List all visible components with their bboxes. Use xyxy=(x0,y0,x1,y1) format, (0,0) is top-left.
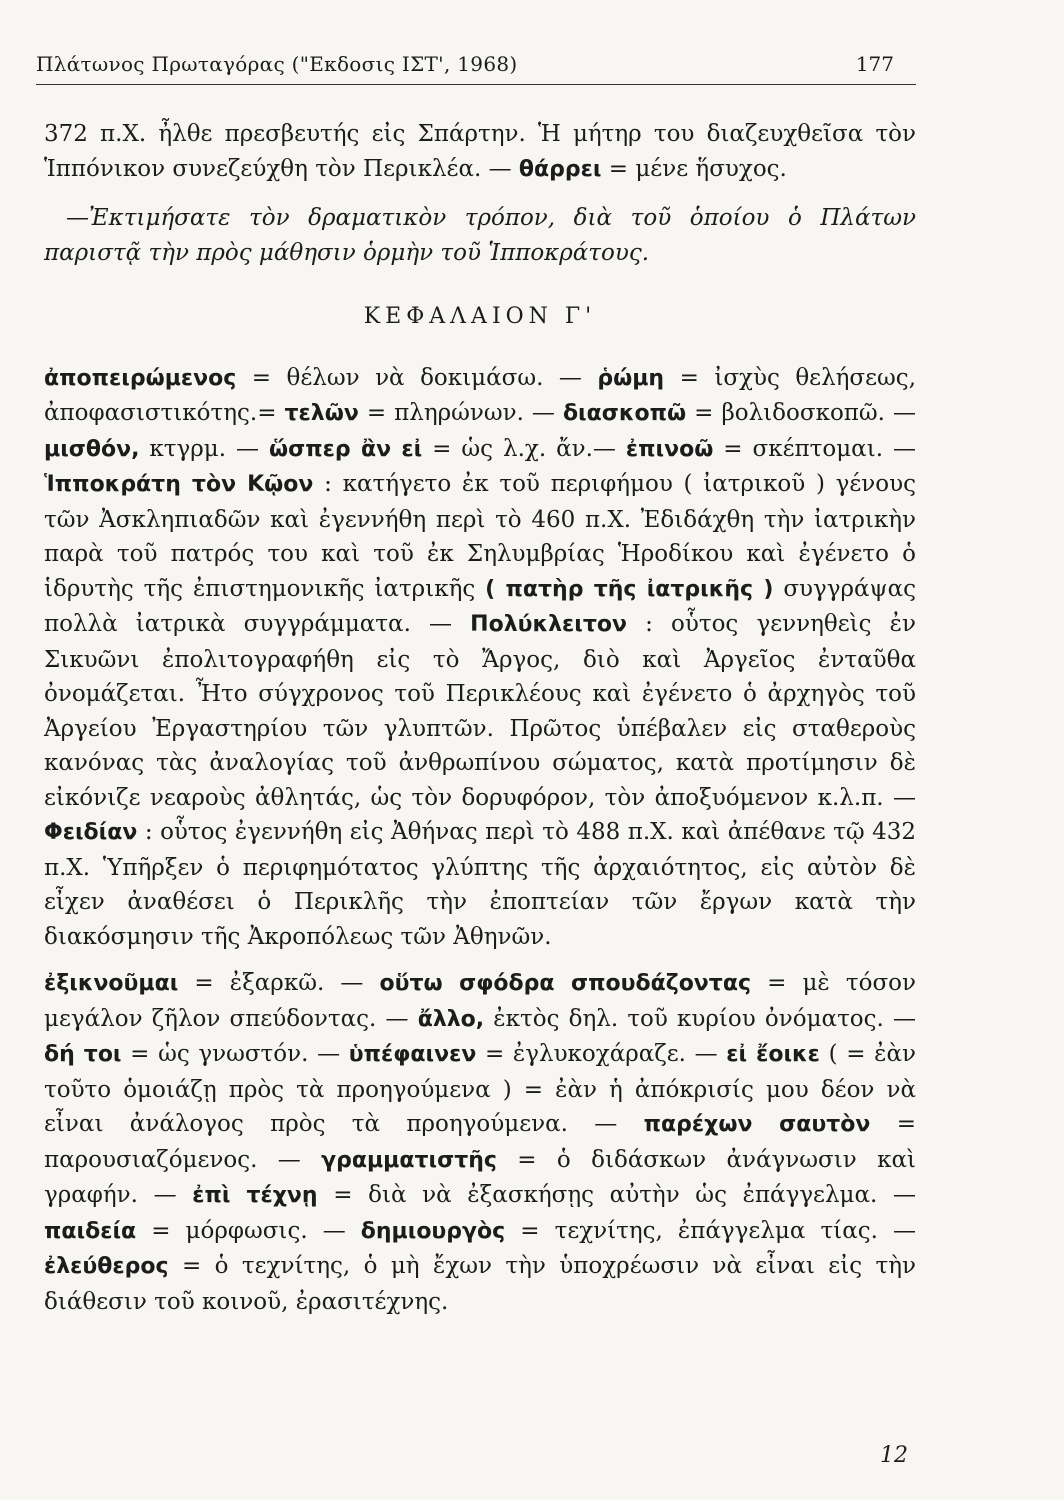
definition: = θέλων νὰ δοκιμάσω. — xyxy=(236,364,598,391)
definition: = ἐξαρκῶ. — xyxy=(178,970,380,996)
term: γραμματιστῆς xyxy=(321,1147,497,1173)
definition: ( = ἐὰν τοῦτο ὁμοιάζῃ πρὸς τὰ προηγούμενα ) = ἐὰν ἡ ἀπόκρισίς μου δέον νὰ εἶναι ἀνάλογος πρὸς τὰ προηγούμενα. — xyxy=(44,1041,916,1137)
term: διασκοπῶ xyxy=(562,401,687,426)
term: δημιουργὸς xyxy=(360,1218,506,1244)
definition: = βολιδοσκοπῶ. — xyxy=(686,400,916,426)
page-number: 177 xyxy=(855,52,894,76)
term: δή τοι xyxy=(44,1042,122,1067)
chapter-heading: ΚΕΦΑΛΑΙΟΝ Γ' xyxy=(363,304,597,329)
term: ἐξικνοῦμαι xyxy=(44,971,179,996)
definition: = πληρώνων. — xyxy=(358,400,563,426)
term: Ἱπποκράτη τὸν Κῷον xyxy=(44,472,314,497)
definition: ἐκτὸς δηλ. τοῦ κυρίου ὀνόματος. — xyxy=(484,1005,916,1032)
definition: : κατήγετο ἐκ τοῦ περιφήμου ( ἰατρικοῦ ) γένους τῶν Ἀσκληπιαδῶν καὶ ἐγεννήθη περὶ τὸ 460 π.Χ. Ἐδιδάχθη τὴν ἰατρικὴν παρὰ τοῦ πατρός του καὶ τοῦ ἐκ Σηλυμβρίας Ἡροδίκου καὶ ἐγένετο ὁ ἱδρυτὴς τῆς ἐπιστημονικῆς ἰατρικῆς xyxy=(44,471,916,602)
definition: = μόρφωσις. — xyxy=(136,1217,361,1244)
term: οὕτω σφόδρα σπουδάζοντας xyxy=(379,971,751,996)
term: τελῶν xyxy=(284,401,359,426)
term: ἐπινοῶ xyxy=(625,436,714,462)
definition: κτγρμ. — xyxy=(139,435,269,462)
definition: = παρουσιαζόμενος. — xyxy=(44,1111,916,1173)
definition: = μὲ τόσον μεγάλον ζῆλον σπεύδοντας. — xyxy=(44,970,916,1032)
intro-text: 372 π.Χ. ἦλθε πρεσβευτής εἰς Σπάρτην. Ἡ μήτηρ του διαζευχθεῖσα τὸν Ἱππόνικον συνεζεύχθη τὸν Περικλέα. — xyxy=(44,121,916,182)
definition: : οὗτος ἐγεννήθη εἰς Ἀθήνας περὶ τὸ 488 π.Χ. καὶ ἀπέθανε τῷ 432 π.Χ. Ὑπῆρξεν ὁ περιφημότατος γλύπτης τῆς ἀρχαιότητος, εἰς αὐτὸν δὲ εἶχεν ἀναθέσει ὁ Περικλῆς τὴν ἐποπτείαν τῶν ἔργων κατὰ τὴν διακόσμησιν τῆς Ἀκροπόλεως τῶν Ἀθηνῶν. xyxy=(44,819,916,950)
term: παρέχων σαυτὸν xyxy=(643,1112,871,1137)
definition: = σκέπτομαι. — xyxy=(713,435,916,462)
term: ὥσπερ ἂν εἰ xyxy=(269,436,423,462)
term: ἄλλο, xyxy=(417,1006,485,1032)
term: ἐλεύθερος xyxy=(44,1254,169,1279)
term: παιδεία xyxy=(44,1218,137,1244)
page-body xyxy=(36,117,916,1319)
definition: = μένε ἥσυχος. xyxy=(601,155,787,182)
definition: : οὗτος γεννηθεὶς ἐν Σικυῶνι ἐπολιτογραφήθη εἰς τὸ Ἄργος, διὸ καὶ Ἀργεῖος ἐνταῦθα ὀνομάζεται. Ἦτο σύγχρονος τοῦ Περικλέους καὶ ἐγένετο ὁ ἀρχηγὸς τοῦ Ἀργείου Ἐργαστηρίου τῶν γλυπτῶν. Πρῶτος ὑπέβαλεν εἰς σταθεροὺς κανόνας τὰς ἀναλογίας τοῦ ἀνθρωπίνου σώματος, κατὰ προτίμησιν δὲ εἰκόνιζε νεαροὺς ἀθλητάς, ὡς τὸν δορυφόρον, τὸν ἀποξυόμενον κ.λ.π. — xyxy=(44,611,916,811)
glossary-paragraph-2 xyxy=(44,966,916,1319)
definition: = τεχνίτης, ἐπάγγελμα τίας. — xyxy=(505,1217,916,1244)
term: Πολύκλειτον xyxy=(470,612,627,637)
term: εἰ ἔοικε xyxy=(726,1042,820,1067)
term: ῥώμη xyxy=(597,365,665,391)
definition: = ὡς γνωστόν. — xyxy=(121,1041,349,1067)
signature-mark: 12 xyxy=(880,1443,908,1468)
page-header xyxy=(36,28,916,85)
term: μισθόν, xyxy=(44,436,140,462)
term: ἀποπειρώμενος xyxy=(44,365,237,391)
definition: = διὰ νὰ ἐξασκήσῃς αὐτὴν ὡς ἐπάγγελμα. — xyxy=(317,1182,916,1208)
definition: συγγράψας πολλὰ ἰατρικὰ συγγράμματα. — xyxy=(44,575,916,637)
study-question: —Ἐκτιμήσατε τὸν δραματικὸν τρόπον, διὰ τοῦ ὁποίου ὁ Πλάτων παριστᾷ τὴν πρὸς μάθησιν ὁρμὴν τοῦ Ἱπποκράτους. xyxy=(44,205,916,266)
definition: = ἐγλυκοχάραζε. — xyxy=(476,1041,727,1067)
book-page xyxy=(36,28,916,1468)
definition: = ὡς λ.χ. ἄν.— xyxy=(422,435,626,462)
definition: = ὁ διδάσκων ἀνάγνωσιν καὶ γραφήν. — xyxy=(44,1146,916,1208)
running-head: Πλάτωνος Πρωταγόρας ("Εκδοσις ΙΣΤ', 1968) xyxy=(36,52,518,76)
term: ἐπὶ τέχνῃ xyxy=(192,1183,318,1208)
term: ( πατὴρ τῆς ἰατρικῆς ) xyxy=(485,576,774,602)
term: θάρρει xyxy=(518,156,602,182)
definition: = ὁ τεχνίτης, ὁ μὴ ἔχων τὴν ὑποχρέωσιν νὰ εἶναι εἰς τὴν διάθεσιν τοῦ κοινοῦ, ἐρασιτέχνης. xyxy=(44,1253,916,1315)
term: ὑπέφαινεν xyxy=(348,1042,477,1067)
intro-paragraph xyxy=(44,117,916,187)
definition: = ἰσχὺς θελήσεως, ἀποφασιστικότης.= xyxy=(44,364,916,426)
term: Φειδίαν xyxy=(44,820,138,845)
glossary-paragraph-1 xyxy=(44,361,916,955)
